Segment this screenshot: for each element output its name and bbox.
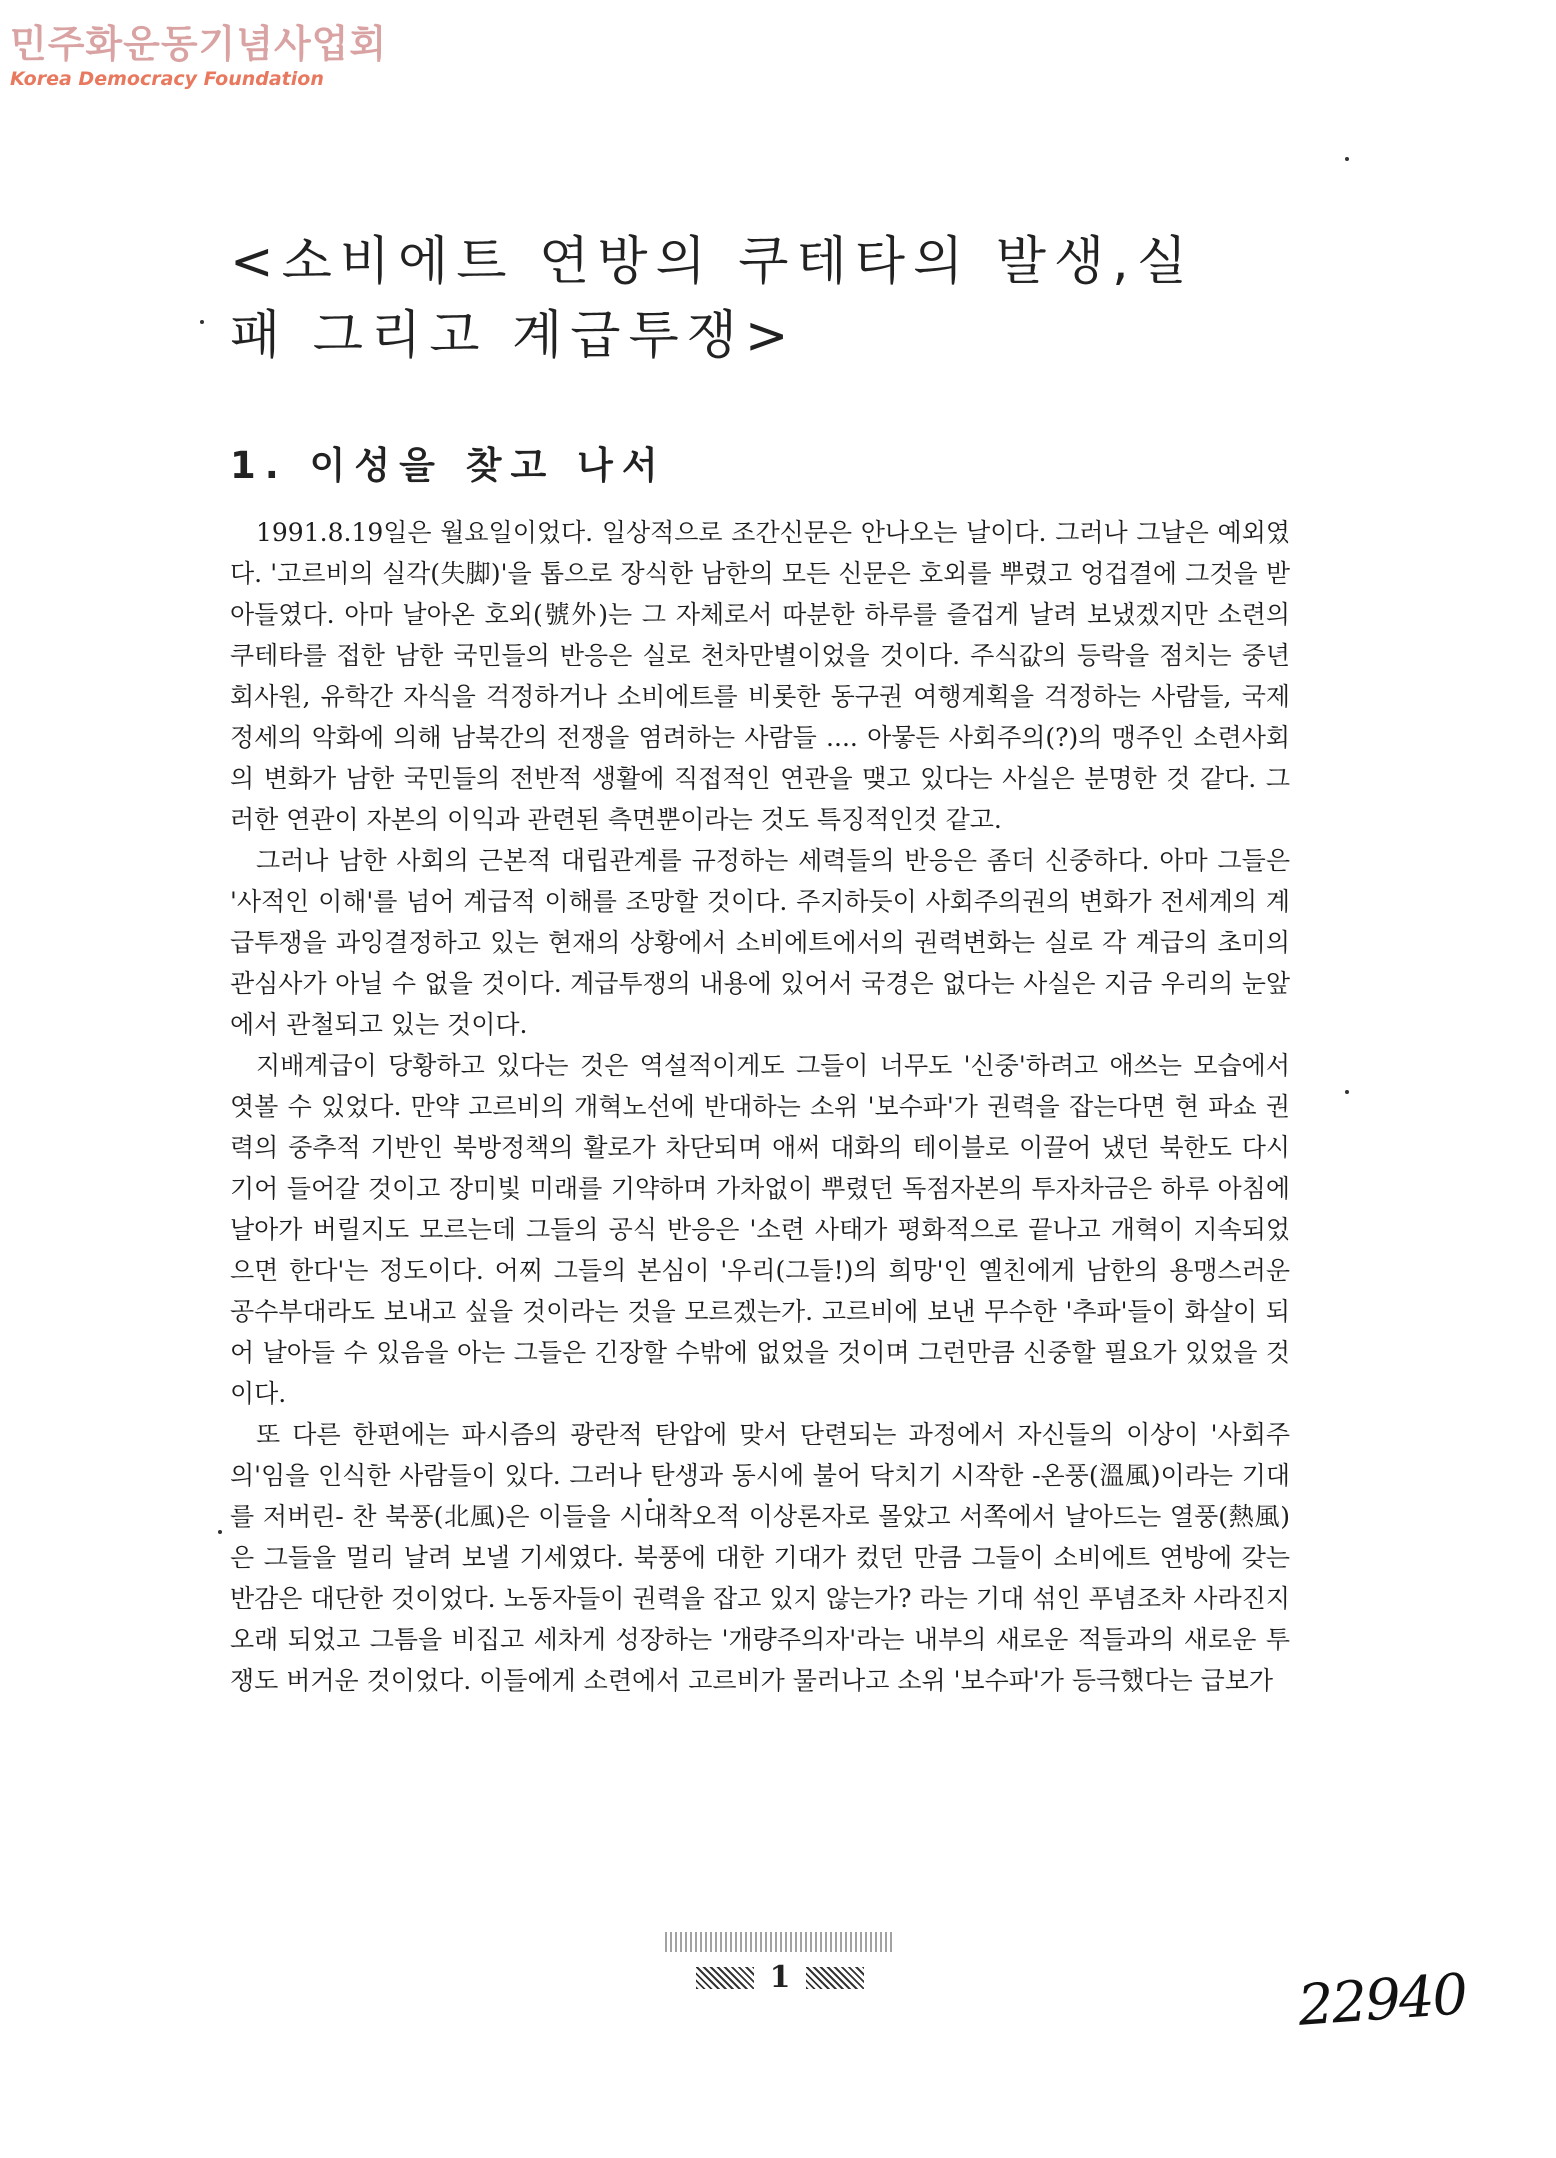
body-paragraph: 지배계급이 당황하고 있다는 것은 역설적이게도 그들이 너무도 '신중'하려고 애쓰는 모습에서 엿볼 수 있었다. 만약 고르비의 개혁노선에 반대하는 소위 '보수파'가 권력을 잡는다면 현 파쇼 권력의 중추적 기반인 북방정책의 활로가 차단되며 애써 대화의 테이블로 이끌어 냈던 북한도 다시 기어 들어갈 것이고 장미빛 미래를 기약하며 가차없이 뿌렸던 독점자본의 투자차금은 하루 아침에 날아가 버릴지도 모르는데 그들의 공식 반응은 '소련 사태가 평화적으로 끝나고 개혁이 지속되었으면 한다'는 정도이다. 어찌 그들의 본심이 '우리(그들!)의 희망'인 옐친에게 남한의 용맹스러운 공수부대라도 보내고 싶을 것이라는 것을 모르겠는가. 고르비에 보낸 무수한 '추파'들이 화살이 되어 날아들 수 있음을 아는 그들은 긴장할 수밖에 없었을 것이며 그런만큼 신중할 필요가 있었을 것이다. bbox=[230, 1051, 1290, 1408]
hatch-decoration bbox=[806, 1967, 864, 1989]
scan-speck bbox=[218, 1530, 222, 1534]
scan-speck bbox=[648, 1498, 652, 1502]
handwritten-archive-number: 22940 bbox=[1295, 1962, 1469, 2039]
body-paragraph: 또 다른 한편에는 파시즘의 광란적 탄압에 맞서 단련되는 과정에서 자신들의 이상이 '사회주의'임을 인식한 사람들이 있다. 그러나 탄생과 동시에 불어 닥치기 시작한 -온풍(溫風)이라는 기대를 저버린- 찬 북풍(北風)은 이들을 시대착오적 이상론자로 몰았고 서쪽에서 날아드는 열풍(熱風)은 그들을 멀리 날려 보낼 기세였다. 북풍에 대한 기대가 컸던 만큼 그들이 소비에트 연방에 갖는 반감은 대단한 것이었다. 노동자들이 권력을 잡고 있지 않는가? 라는 기대 섞인 푸념조차 사라진지 오래 되었고 그틈을 비집고 세차게 성장하는 '개량주의자'라는 내부의 새로운 적들과의 새로운 투쟁도 버거운 것이었다. 이들에게 소련에서 고르비가 물러나고 소위 '보수파'가 등극했다는 급보가 bbox=[230, 1420, 1290, 1695]
scan-speck bbox=[200, 320, 204, 324]
document-title: <소비에트 연방의 쿠테타의 발생,실패 그리고 계급투쟁> bbox=[230, 232, 1195, 366]
body-paragraph: 그러나 남한 사회의 근본적 대립관계를 규정하는 세력들의 반응은 좀더 신중하다. 아마 그들은 '사적인 이해'를 넘어 계급적 이해를 조망할 것이다. 주지하듯이 사회주의권의 변화가 전세계의 계급투쟁을 과잉결정하고 있는 현재의 상황에서 소비에트에서의 권력변화는 실로 각 계급의 초미의 관심사가 아닐 수 없을 것이다. 계급투쟁의 내용에 있어서 국경은 없다는 사실은 지금 우리의 눈앞에서 관철되고 있는 것이다. bbox=[230, 846, 1290, 1039]
document-body bbox=[230, 512, 1290, 1701]
scan-speck bbox=[1345, 157, 1349, 161]
page-footer bbox=[640, 1932, 920, 1995]
page-number: 1 bbox=[769, 1960, 791, 1995]
page-number-row bbox=[640, 1960, 920, 1995]
section-heading: 1. 이성을 찾고 나서 bbox=[230, 444, 667, 487]
hatch-decoration bbox=[696, 1967, 754, 1989]
watermark-name-english: Korea Democracy Foundation bbox=[10, 68, 324, 90]
footer-scan-artifact bbox=[665, 1932, 895, 1952]
scan-speck bbox=[1345, 1090, 1349, 1094]
body-paragraph: 1991.8.19일은 월요일이었다. 일상적으로 조간신문은 안나오는 날이다. 그러나 그날은 예외였다. '고르비의 실각(失脚)'을 톱으로 장식한 남한의 모든 신문은 호외를 뿌렸고 엉겁결에 그것을 받아들였다. 아마 날아온 호외(號外)는 그 자체로서 따분한 하루를 즐겁게 날려 보냈겠지만 소련의 쿠테타를 접한 남한 국민들의 반응은 실로 천차만별이었을 것이다. 주식값의 등락을 점치는 중년 회사원, 유학간 자식을 걱정하거나 소비에트를 비롯한 동구권 여행계획을 걱정하는 사람들, 국제정세의 악화에 의해 남북간의 전쟁을 염려하는 사람들 .... 아뭏든 사회주의(?)의 맹주인 소련사회의 변화가 남한 국민들의 전반적 생활에 직접적인 연관을 맺고 있다는 사실은 분명한 것 같다. 그러한 연관이 자본의 이익과 관련된 측면뿐이라는 것도 특징적인것 같고. bbox=[230, 518, 1290, 834]
watermark-logo bbox=[10, 22, 387, 90]
watermark-name-korean: 민주화운동기념사업회 bbox=[10, 22, 388, 66]
